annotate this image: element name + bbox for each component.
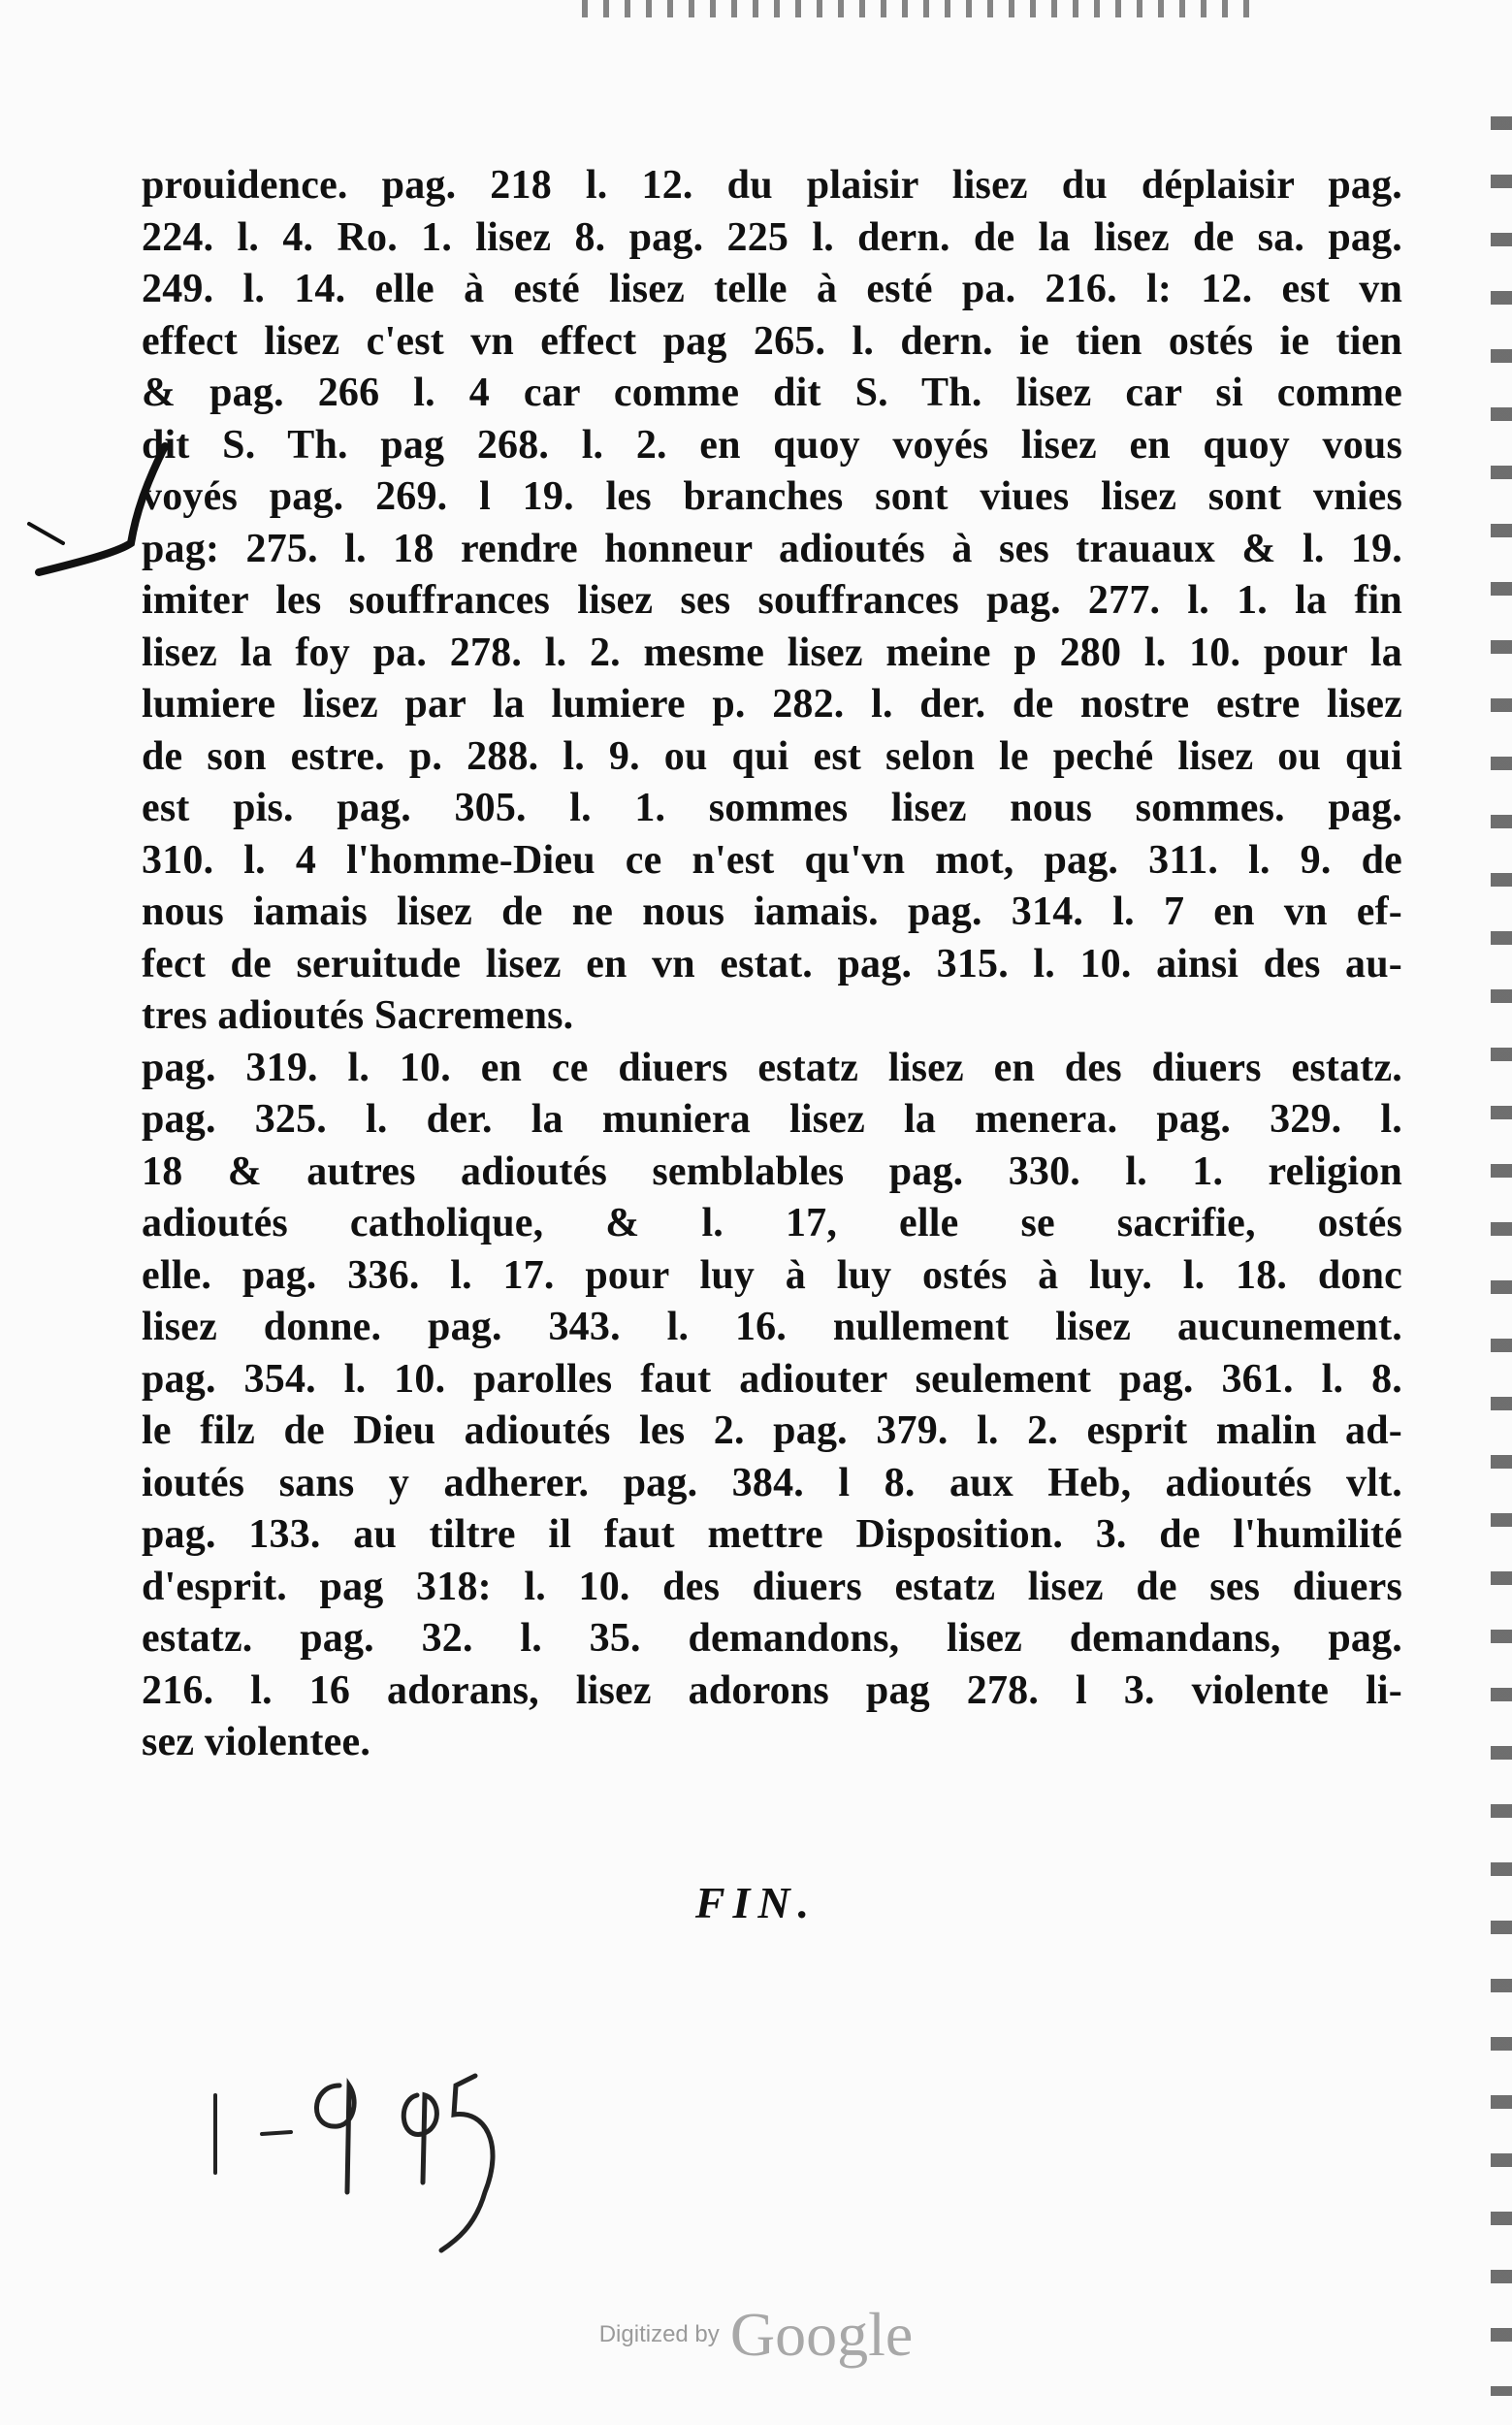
errata-line: & pag. 266 l. 4 car comme dit S. Th. lisez car si comme xyxy=(142,371,1402,415)
errata-line: le filz de Dieu adioutés les 2. pag. 379. l. 2. esprit malin ad- xyxy=(142,1408,1402,1453)
errata-line: dit S. Th. pag 268. l. 2. en quoy voyés lisez en quoy vous xyxy=(142,422,1402,468)
errata-line: pag. 354. l. 10. parolles faut adiouter seulement pag. 361. l. 8. xyxy=(142,1356,1402,1402)
errata-line: ioutés sans y adherer. pag. 384. l 8. aux Heb, adioutés vlt. xyxy=(142,1460,1402,1505)
errata-line: fect de seruitude lisez en vn estat. pag. 315. l. 10. ainsi des au- xyxy=(142,941,1402,986)
google-logo: Google xyxy=(729,2300,914,2369)
errata-line: sez violentee. xyxy=(142,1720,371,1764)
errata-line: lumiere lisez par la lumiere p. 282. l. der. de nostre estre lisez xyxy=(142,682,1402,727)
errata-line: pag: 275. l. 18 rendre honneur adioutés à ses trauaux & l. 19. xyxy=(142,526,1402,571)
scan-edge-top xyxy=(582,0,1261,17)
errata-line: 18 & autres adioutés semblables pag. 330. l. 1. religion xyxy=(142,1148,1402,1194)
errata-line: imiter les souffrances lisez ses souffrances pag. 277. l. 1. la fin xyxy=(142,578,1402,623)
errata-line: lisez la foy pa. 278. l. 2. mesme lisez meine p 280 l. 10. pour la xyxy=(142,630,1402,675)
errata-line: voyés pag. 269. l 19. les branches sont viues lisez sont vnies xyxy=(142,474,1402,519)
errata-line: 216. l. 16 adorans, lisez adorons pag 278. l 3. violente li- xyxy=(142,1667,1402,1713)
errata-line: nous iamais lisez de ne nous iamais. pag. 314. l. 7 en vn ef- xyxy=(142,889,1402,934)
fin-label: FIN. xyxy=(694,1878,818,1927)
errata-line: d'esprit. pag 318: l. 10. des diuers estatz lisez de ses diuers xyxy=(142,1564,1402,1609)
errata-line: estatz. pag. 32. l. 35. demandons, lisez demandans, pag. xyxy=(142,1616,1402,1661)
errata-line: pag. 319. l. 10. en ce diuers estatz lisez en des diuers estatz. xyxy=(142,1045,1402,1090)
digitized-footer xyxy=(0,2299,1512,2371)
errata-line: 224. l. 4. Ro. 1. lisez 8. pag. 225 l. dern. de la lisez de sa. pag. xyxy=(142,214,1402,260)
errata-text xyxy=(142,160,1402,1769)
errata-line: prouidence. pag. 218 l. 12. du plaisir lisez du déplaisir pag. xyxy=(142,163,1402,208)
errata-line: est pis. pag. 305. l. 1. sommes lisez nous sommes. pag. xyxy=(142,786,1402,830)
errata-line: tres adioutés Sacremens. xyxy=(142,993,574,1038)
errata-line: effect lisez c'est vn effect pag 265. l. dern. ie tien ostés ie tien xyxy=(142,318,1402,364)
errata-line: pag. 325. l. der. la muniera lisez la menera. pag. 329. l. xyxy=(142,1097,1402,1142)
errata-line: 310. l. 4 l'homme-Dieu ce n'est qu'vn mot, pag. 311. l. 9. de xyxy=(142,837,1402,883)
errata-line: adioutés catholique, & l. 17, elle se sacrifie, ostés xyxy=(142,1201,1402,1245)
errata-line: lisez donne. pag. 343. l. 16. nullement lisez aucunement. xyxy=(142,1305,1402,1349)
errata-line: elle. pag. 336. l. 17. pour luy à luy ostés à luy. l. 18. donc xyxy=(142,1252,1402,1298)
errata-line: pag. 133. au tiltre il faut mettre Disposition. 3. de l'humilité xyxy=(142,1512,1402,1557)
scan-edge-right xyxy=(1491,116,1512,2396)
errata-line: 249. l. 14. elle à esté lisez telle à esté pa. 216. l: 12. est vn xyxy=(142,267,1402,311)
handwritten-note xyxy=(194,2056,543,2270)
digitized-by-label: Digitized by xyxy=(598,2321,720,2347)
errata-line: de son estre. p. 288. l. 9. ou qui est selon le peché lisez ou qui xyxy=(142,733,1402,779)
